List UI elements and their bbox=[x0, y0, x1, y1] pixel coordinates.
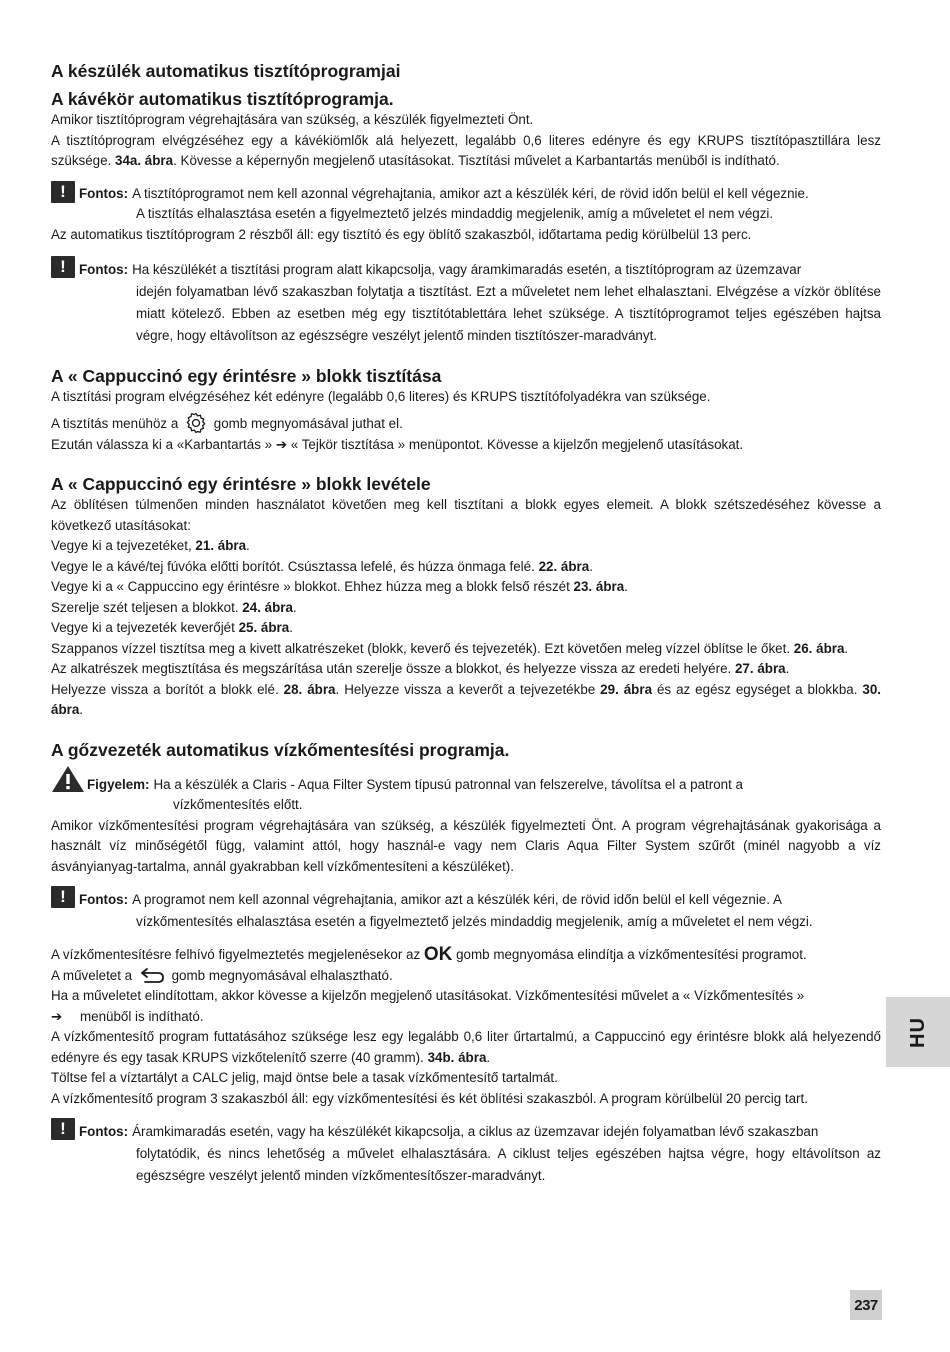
paragraph: A vízkőmentesítő program 3 szakaszból áll: egy vízkőmentesítési és két öblítési szakaszból. A program körülbelül 20 percig tart. bbox=[51, 1090, 808, 1106]
exclamation-icon: ! bbox=[51, 256, 75, 278]
section-heading-descaling: A gőzvezeték automatikus vízkőmentesítési programja. bbox=[51, 739, 510, 760]
note-text: folytatódik, és nincs lehetőség a művelet elhalasztására. A ciklust teljes egészében hajtsa végre, hogy eltávolítson az egészségre veszélyt jelentő minden vízkőmentesítőszer-maradványt. bbox=[136, 1146, 881, 1183]
note-text: Áramkimaradás esetén, vagy ha készülékét kikapcsolja, a ciklus az üzemzavar idején folyamatban lévő szakaszban bbox=[132, 1124, 819, 1139]
section-heading-coffee-cleaning: A kávékör automatikus tisztítóprogramja. bbox=[51, 89, 394, 109]
exclamation-icon: ! bbox=[51, 1118, 75, 1140]
exclamation-icon: ! bbox=[51, 181, 75, 203]
paragraph: A tisztítóprogram elvégzéséhez egy a kávékiömlők alá helyezett, legalább 0,6 literes edényre és egy KRUPS tisztítópasztillára lesz szüksége. 34a. ábra. Kövesse a képernyőn megjelenő utasításokat. Tisztítási művelet a Karbantartás menüből is indítható. bbox=[51, 132, 881, 168]
note-label: Fontos: bbox=[79, 1124, 129, 1139]
note-label: Fontos: bbox=[79, 185, 129, 201]
ok-button-symbol: OK bbox=[423, 944, 453, 965]
paragraph: Ha a műveletet elindítottam, akkor kövesse a kijelzőn megjelenő utasításokat. Vízkőmentesítési művelet a « Vízkőmentesítés » bbox=[51, 988, 805, 1003]
paragraph: Amikor tisztítóprogram végrehajtására van szükség, a készülék figyelmezteti Önt. bbox=[51, 112, 534, 127]
step-item: Szappanos vízzel tisztítsa meg a kivett alkatrészeket (blokk, keverő és tejvezeték). Ezt követően meleg vízzel öblítse le őket. 26. ábra. bbox=[51, 640, 849, 656]
step-item: Szerelje szét teljesen a blokkot. 24. ábra. bbox=[51, 599, 297, 615]
paragraph: ➔ menüből is indítható. bbox=[51, 1008, 204, 1024]
note-label: Fontos: bbox=[79, 262, 129, 277]
paragraph: A tisztítási program elvégzéséhez két edényre (legalább 0,6 literes) és KRUPS tisztítófolyadékra van szüksége. bbox=[51, 389, 711, 404]
note-label: Fontos: bbox=[79, 892, 129, 907]
paragraph: Ezután válassza ki a «Karbantartás » ➔ « Tejkör tisztítása » menüpontot. Kövesse a kijelzőn megjelenő utasításokat. bbox=[51, 436, 744, 452]
step-item: Az alkatrészek megtisztítása és megszárítása után szerelje össze a blokkot, és helyezze vissza az eredeti helyére. 27. ábra. bbox=[51, 661, 790, 676]
page-content bbox=[51, 60, 881, 1187]
step-item: Vegye le a kávé/tej fúvóka előtti borítót. Csúsztassa lefelé, és húzza önmaga felé. 22. ábra. bbox=[51, 558, 593, 574]
step-item: Vegye ki a « Cappuccino egy érintésre » blokkot. Ehhez húzza meg a blokk felső részét 23. ábra. bbox=[51, 579, 628, 594]
step-item: Vegye ki a tejvezeték keverőjét 25. ábra. bbox=[51, 620, 293, 635]
language-code: HU bbox=[906, 1016, 929, 1048]
back-arrow-icon bbox=[138, 966, 166, 984]
paragraph: A vízkőmentesítésre felhívó figyelmeztetés megjelenésekor az OK gomb megnyomása elindítja a vízkőmentesítési programot. bbox=[51, 944, 807, 965]
paragraph: A tisztítás menühöz a gomb megnyomásával juthat el. bbox=[51, 411, 881, 435]
paragraph: Amikor vízkőmentesítési program végrehajtására van szükség, a készülék figyelmezteti Önt. A program végrehajtásának gyakorisága a használt víz minőségétől függ, valamint attól, hogy használ-e vagy nem Claris Aqua Filter System szűrőt (minél nagyobb a víz ásványianyag-tartalma, annál gyakrabban kell vízkőmentesíteni a készüléket). bbox=[51, 817, 881, 874]
warning-label: Figyelem: bbox=[87, 776, 150, 792]
note-text: A tisztítás elhalasztása esetén a figyelmeztető jelzés mindaddig megjelenik, amíg a műveletet el nem végzi. bbox=[136, 206, 774, 221]
important-note bbox=[51, 889, 881, 933]
important-note bbox=[51, 181, 881, 225]
note-text: idején folyamatban lévő szakaszban folytatja a tisztítást. Ezt a műveletet nem lehet elhalasztani. Elvégzése a vízkör öblítése miatt kötelező. Ebben az esetben még egy tisztítótablettára lehet szüksége. A tisztítóprogramot teljes egészében hajtsa végre, hogy eltávolítson az egészségre veszélyt jelentő minden tisztítószer-maradványt. bbox=[136, 284, 881, 343]
steps-list bbox=[51, 536, 881, 680]
important-note bbox=[51, 1121, 881, 1187]
warning-text: Ha a készülék a Claris - Aqua Filter System típusú patronnal van felszerelve, távolítsa el a patront a bbox=[153, 776, 743, 792]
page-number: 237 bbox=[850, 1290, 882, 1320]
step-item: Vegye ki a tejvezetéket, 21. ábra. bbox=[51, 538, 250, 553]
language-tab bbox=[886, 997, 950, 1067]
paragraph: Az öblítésen túlmenően minden használatot követően meg kell tisztítani a blokk egyes elemeit. A blokk szétszedéséhez kövesse a következő utasításokat: bbox=[51, 497, 881, 533]
section-heading-cappuccino-cleaning: A « Cappuccinó egy érintésre » blokk tisztítása bbox=[51, 366, 442, 386]
paragraph: Az automatikus tisztítóprogram 2 részből áll: egy tisztító és egy öblítő szakaszból, időtartama pedig körülbelül 13 perc. bbox=[51, 226, 752, 242]
gear-icon bbox=[184, 411, 208, 435]
paragraph: Helyezze vissza a borítót a blokk elé. 28. ábra. Helyezze vissza a keverőt a tejvezetékbe 29. ábra és az egész egységet a blokkba. 30. ábra. bbox=[51, 681, 882, 717]
note-text: Ha készülékét a tisztítási program alatt kikapcsolja, vagy áramkimaradás esetén, a tisztítóprogram az üzemzavar bbox=[132, 262, 802, 277]
arrow-right-icon: ➔ bbox=[275, 436, 288, 452]
paragraph: Töltse fel a víztartályt a CALC jelig, majd öntse bele a tasak vízkőmentesítő tartalmát. bbox=[51, 1070, 558, 1085]
section-heading-cappuccino-removal: A « Cappuccinó egy érintésre » blokk levétele bbox=[51, 474, 431, 494]
note-text: A tisztítóprogramot nem kell azonnal végrehajtania, amikor azt a készülék kéri, de rövid időn belül el kell végeznie. bbox=[132, 185, 809, 201]
note-text: A programot nem kell azonnal végrehajtania, amikor azt a készülék kéri, de rövid időn belül el kell végeznie. A bbox=[132, 892, 782, 907]
warning-triangle-icon bbox=[51, 765, 85, 793]
exclamation-icon: ! bbox=[51, 886, 75, 908]
paragraph: A műveletet a gomb megnyomásával elhalasztható. bbox=[51, 967, 393, 983]
page-title: A készülék automatikus tisztítóprogramjai bbox=[51, 61, 401, 81]
note-text: vízkőmentesítés elhalasztása esetén a figyelmeztető jelzés mindaddig megjelenik, amíg a műveletet el nem végzi. bbox=[136, 914, 813, 929]
important-note bbox=[51, 259, 881, 347]
paragraph: A vízkőmentesítő program futtatásához szüksége lesz egy legalább 0,6 liter űrtartalmú, a Cappuccinó egy érintésre blokk alá helyezendő edényre és egy tasak KRUPS vizkőtelenítő szerre (40 gramm). 34b. ábra. bbox=[51, 1029, 881, 1065]
arrow-right-icon: ➔ bbox=[51, 1008, 63, 1024]
warning-text: vízkőmentesítés előtt. bbox=[173, 797, 303, 812]
warning-note bbox=[51, 775, 881, 816]
